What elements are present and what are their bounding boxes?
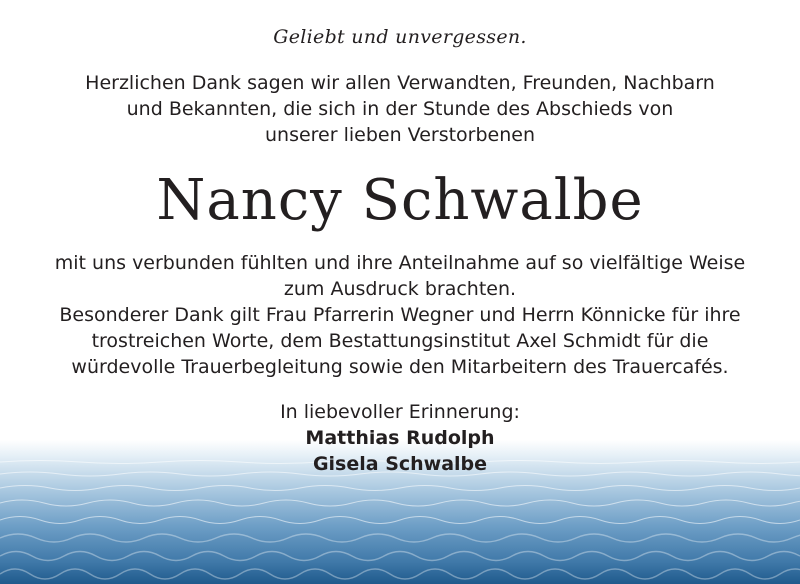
body-line: würdevolle Trauerbegleitung sowie den Mitarbeitern des Trauercafés.: [71, 356, 729, 378]
closing-block: [0, 399, 800, 477]
intro-line: und Bekannten, die sich in der Stunde des Abschieds von: [126, 98, 674, 120]
body-line: zum Ausdruck brachten.: [283, 278, 517, 300]
thanks-paragraph: [0, 250, 800, 380]
intro-line: unserer lieben Verstorbenen: [264, 124, 536, 146]
body-line: mit uns verbunden fühlten und ihre Anteilnahme auf so vielfältige Weise: [54, 252, 746, 274]
intro-paragraph: [0, 70, 800, 148]
closing-phrase: In liebevoller Erinnerung:: [280, 401, 520, 423]
intro-line: Herzlichen Dank sagen wir allen Verwandten, Freunden, Nachbarn: [85, 72, 715, 94]
body-line: Besonderer Dank gilt Frau Pfarrerin Wegner und Herrn Könnicke für ihre: [59, 304, 741, 326]
signer-name: Gisela Schwalbe: [312, 453, 488, 475]
deceased-name: Nancy Schwalbe: [156, 168, 644, 233]
signer-name: Matthias Rudolph: [305, 427, 495, 449]
motto: Geliebt und unvergessen.: [273, 26, 527, 48]
body-line: trostreichen Worte, dem Bestattungsinstitut Axel Schmidt für die: [91, 330, 709, 352]
